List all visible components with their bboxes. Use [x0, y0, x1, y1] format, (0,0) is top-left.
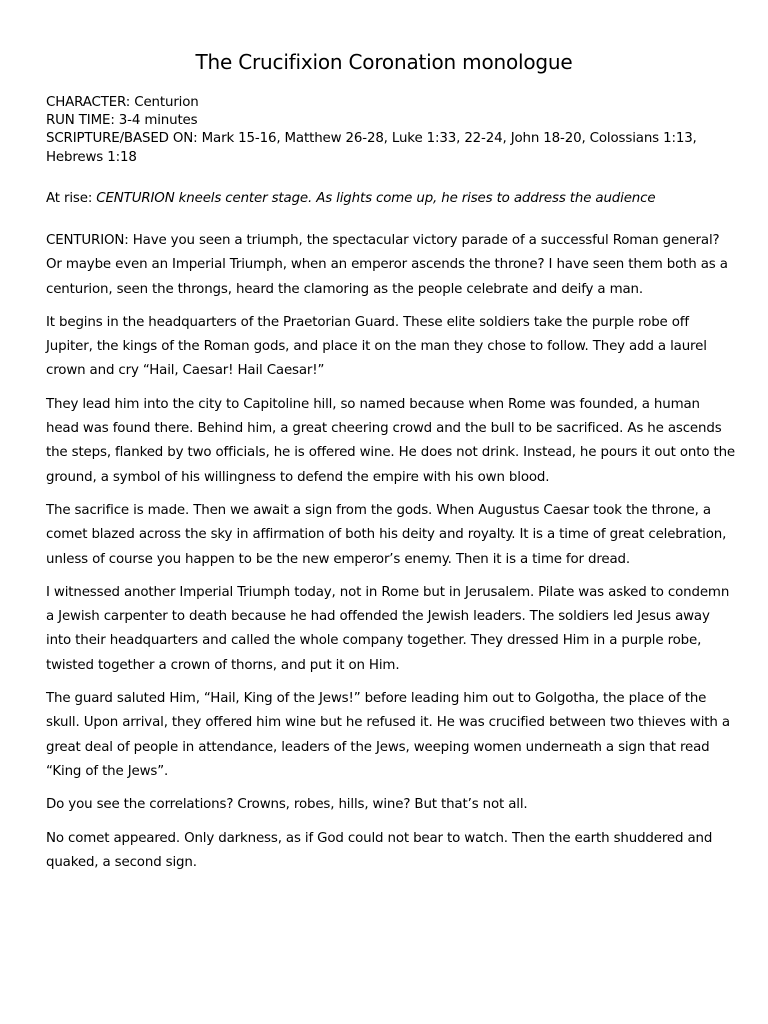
- character-line: CHARACTER: Centurion: [46, 95, 199, 110]
- paragraph: I witnessed another Imperial Triumph today, not in Rome but in Jerusalem. Pilate was asked to condemn a Jewish carpenter to death because he had offended the Jewish leaders. The soldiers led Jesus away into their headquarters and called the whole company together. They dressed Him in a purple robe, twisted together a crown of thorns, and put it on Him.: [46, 584, 730, 673]
- script-metadata: [46, 94, 746, 167]
- stage-direction: [46, 189, 746, 209]
- paragraph: No comet appeared. Only darkness, as if God could not bear to watch. Then the earth shuddered and quaked, a second sign.: [46, 830, 713, 870]
- paragraph: It begins in the headquarters of the Praetorian Guard. These elite soldiers take the purple robe off Jupiter, the kings of the Roman gods, and place it on the man they chose to follow. They add a laurel crown and cry “Hail, Caesar! Hail Caesar!”: [46, 314, 707, 379]
- scripture-line: SCRIPTURE/BASED ON: Mark 15-16, Matthew 26-28, Luke 1:33, 22-24, John 18-20, Colossians 1:13, Hebrews 1:18: [46, 131, 697, 165]
- paragraph: CENTURION: Have you seen a triumph, the spectacular victory parade of a successful Roman general? Or maybe even an Imperial Triumph, when an emperor ascends the throne? I have seen them both as a centurion, seen the throngs, heard the clamoring as the people celebrate and deify a man.: [46, 233, 728, 297]
- at-rise-label: At rise:: [46, 191, 97, 206]
- page-title: The Crucifixion Coronation monologue: [195, 50, 573, 74]
- paragraph: The sacrifice is made. Then we await a sign from the gods. When Augustus Caesar took the throne, a comet blazed across the sky in affirmation of both his deity and royalty. It is a time of great celebration, unless of course you happen to be the new emperor’s enemy. Then it is a time for dread.: [46, 502, 727, 567]
- stage-direction-text: CENTURION kneels center stage. As lights come up, he rises to address the audience: [96, 191, 656, 206]
- paragraph: Do you see the correlations? Crowns, robes, hills, wine? But that’s not all.: [46, 797, 528, 813]
- run-time-line: RUN TIME: 3-4 minutes: [46, 113, 198, 129]
- paragraph: They lead him into the city to Capitoline hill, so named because when Rome was founded, a human head was found there. Behind him, a great cheering crowd and the bull to be sacrificed. As he ascends the steps, flanked by two officials, he is offered wine. He does not drink. Instead, he pours it out onto the ground, a symbol of his willingness to defend the empire with his own blood.: [46, 396, 735, 485]
- monologue-body: [46, 229, 736, 884]
- paragraph: The guard saluted Him, “Hail, King of the Jews!” before leading him out to Golgotha, the place of the skull. Upon arrival, they offered him wine but he refused it. He was crucified between two thieves with a great deal of people in attendance, leaders of the Jews, weeping women underneath a sign that read “King of the Jews”.: [46, 691, 730, 779]
